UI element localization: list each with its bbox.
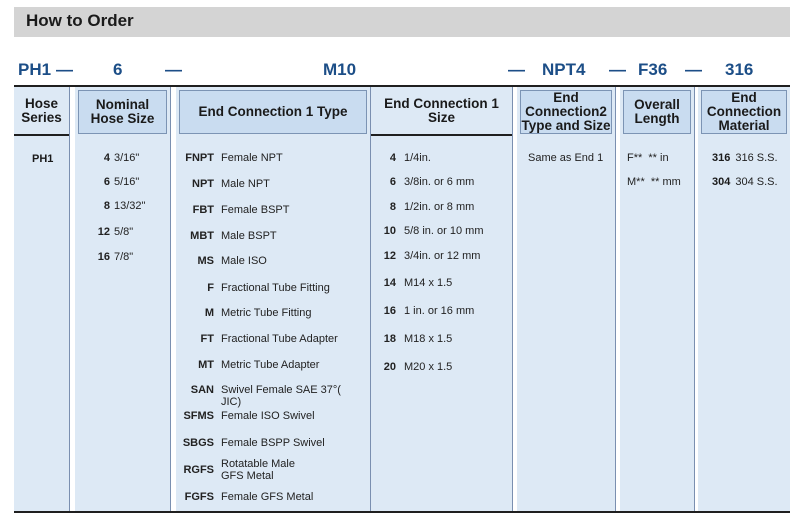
column-header: Overall Length <box>623 90 691 134</box>
code-dash: — <box>609 60 626 79</box>
column-end-connection-material <box>698 87 790 511</box>
column-divider <box>615 87 616 511</box>
list-item: RGFS Rotatable Male GFS Metal <box>183 458 295 482</box>
list-item: 14 M14 x 1.5 <box>383 277 453 289</box>
list-item: 4 1/4in. <box>389 152 431 164</box>
table-bottom-border <box>14 511 790 513</box>
code-size: 6 <box>113 60 123 79</box>
list-item: 12 5/8" <box>97 226 134 238</box>
section-title: How to Order <box>26 11 134 30</box>
column-divider <box>69 87 70 511</box>
list-item: FBT Female BSPT <box>192 204 290 216</box>
column-header: Hose Series <box>14 87 69 136</box>
code-end2: NPT4 <box>542 60 586 79</box>
list-item: SFMS Female ISO Swivel <box>183 410 315 422</box>
list-item: Same as End 1 <box>528 152 604 164</box>
list-item: MT Metric Tube Adapter <box>198 359 320 371</box>
code-dash: — <box>56 60 73 79</box>
column-header: Nominal Hose Size <box>78 90 167 134</box>
column-overall-length <box>620 87 694 511</box>
list-item: NPT Male NPT <box>192 178 270 190</box>
column-end-connection-1-size <box>371 87 512 511</box>
column-hose-series <box>14 87 69 511</box>
list-item: M Metric Tube Fitting <box>204 307 312 319</box>
list-item: FNPT Female NPT <box>185 152 283 164</box>
list-item: SAN Swivel Female SAE 37°( JIC) <box>190 384 341 408</box>
column-header: End Connection 1 Size <box>371 87 512 136</box>
list-item: F Fractional Tube Fitting <box>207 282 330 294</box>
column-divider <box>694 87 695 511</box>
list-item: 8 1/2in. or 8 mm <box>389 201 475 213</box>
list-item: MBT Male BSPT <box>190 230 277 242</box>
list-item: 304 304 S.S. <box>712 176 778 188</box>
code-series: PH1 <box>18 60 52 79</box>
code-dash: — <box>685 60 702 79</box>
section-header-bar <box>14 7 790 37</box>
list-item: 6 3/8in. or 6 mm <box>389 176 475 188</box>
list-item: 12 3/4in. or 12 mm <box>383 250 481 262</box>
column-header: End Connection 1 Type <box>179 90 367 134</box>
list-item: 20 M20 x 1.5 <box>383 361 453 373</box>
list-item: SBGS Female BSPP Swivel <box>182 437 325 449</box>
column-divider <box>512 87 513 511</box>
code-length: F36 <box>638 60 668 79</box>
column-header: End Connection2 Type and Size <box>521 90 611 133</box>
list-item: 6 5/16" <box>103 176 140 188</box>
column-end-connection-2 <box>517 87 615 511</box>
list-item: M** ** mm <box>627 176 681 188</box>
list-item: 16 1 in. or 16 mm <box>383 305 475 317</box>
list-item: MS Male ISO <box>197 255 267 267</box>
code-dash: — <box>508 60 525 79</box>
list-item: 10 5/8 in. or 10 mm <box>383 225 484 237</box>
column-header: End Connection Material <box>701 90 787 134</box>
list-item: 18 M18 x 1.5 <box>383 333 453 345</box>
column-end-connection-1-type <box>176 87 370 511</box>
column-divider <box>170 87 171 511</box>
column-nominal-hose-size <box>75 87 170 511</box>
code-end1: M10 <box>323 60 357 79</box>
list-item: 316 316 S.S. <box>712 152 778 164</box>
list-item: PH1 <box>32 153 54 165</box>
list-item: FGFS Female GFS Metal <box>184 491 314 503</box>
list-item: 8 13/32" <box>103 200 146 212</box>
list-item: 16 7/8" <box>97 251 134 263</box>
list-item: F** ** in <box>627 152 669 164</box>
code-material: 316 <box>725 60 754 79</box>
code-dash: — <box>165 60 182 79</box>
list-item: FT Fractional Tube Adapter <box>200 333 338 345</box>
list-item: 4 3/16" <box>103 152 140 164</box>
